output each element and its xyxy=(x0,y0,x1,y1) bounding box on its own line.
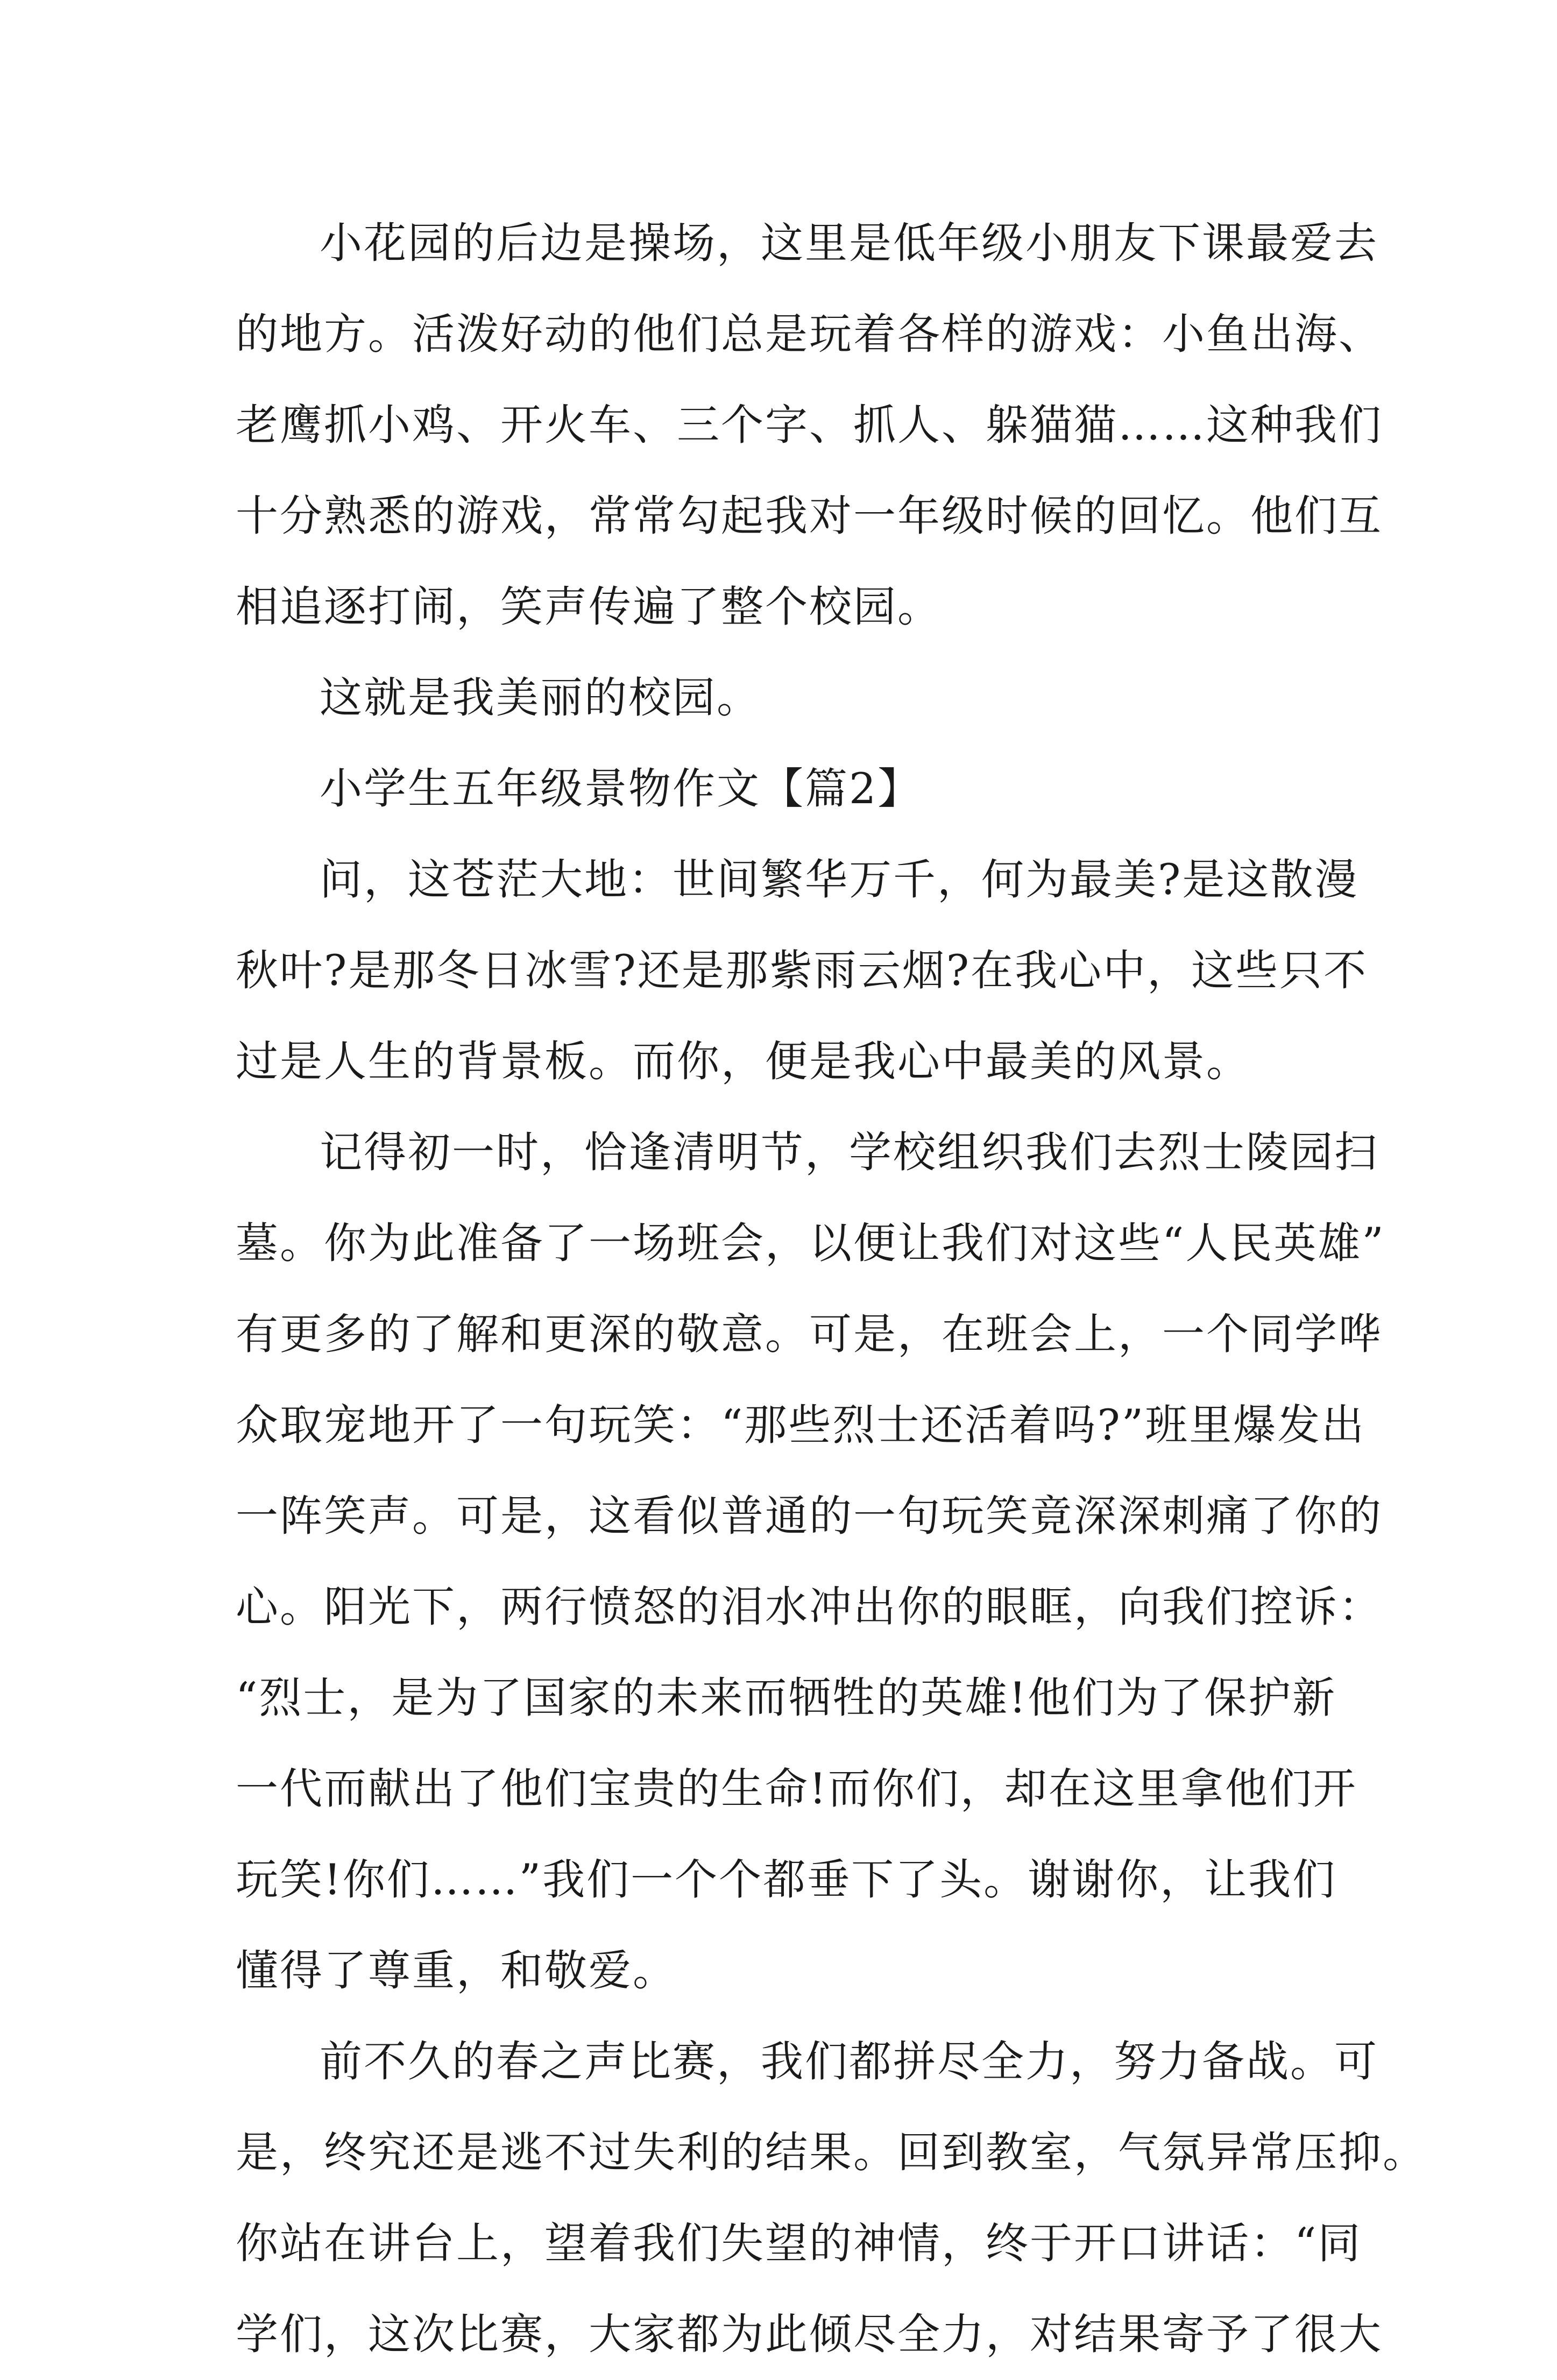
text-line: 的地方。活泼好动的他们总是玩着各样的游戏：小鱼出海、 xyxy=(236,309,1383,359)
document-body xyxy=(236,198,1427,2380)
text-line: 前不久的春之声比赛，我们都拼尽全力，努力备战。可 xyxy=(320,2037,1378,2086)
text-line: 墓。你为此准备了一场班会，以便让我们对这些“人民英雄” xyxy=(236,1219,1385,1268)
text-line: 玩笑!你们……”我们一个个都垂下了头。谢谢你，让我们 xyxy=(236,1855,1337,1904)
text-line: 问，这苍茫大地：世间繁华万千，何为最美?是这散漫 xyxy=(320,855,1359,904)
text-line: 是，终究还是逃不过失利的结果。回到教室，气氛异常压抑。 xyxy=(236,2128,1427,2177)
text-line: 秋叶?是那冬日冰雪?还是那紫雨云烟?在我心中，这些只不 xyxy=(236,946,1368,995)
text-line: 学们，这次比赛，大家都为此倾尽全力，对结果寄予了很大 xyxy=(236,2310,1383,2359)
text-line: 十分熟悉的游戏，常常勾起我对一年级时候的回忆。他们互 xyxy=(236,491,1383,541)
text-line: 这就是我美丽的校园。 xyxy=(320,673,761,722)
text-line: 一代而献出了他们宝贵的生命!而你们，却在这里拿他们开 xyxy=(236,1764,1357,1814)
text-line: 小花园的后边是操场，这里是低年级小朋友下课最爱去 xyxy=(320,218,1378,268)
text-line: 过是人生的背景板。而你，便是我心中最美的风景。 xyxy=(236,1037,1250,1086)
text-line: 心。阳光下，两行愤怒的泪水冲出你的眼眶，向我们控诉： xyxy=(236,1582,1383,1632)
text-line: 有更多的了解和更深的敬意。可是，在班会上，一个同学哗 xyxy=(236,1309,1383,1359)
text-line: 你站在讲台上，望着我们失望的神情，终于开口讲话：“同 xyxy=(236,2219,1362,2268)
text-line: 记得初一时，恰逢清明节，学校组织我们去烈士陵园扫 xyxy=(320,1128,1378,1177)
text-line: “烈士，是为了国家的未来而牺牲的英雄!他们为了保护新 xyxy=(236,1673,1337,1723)
text-line: 懂得了尊重，和敬爱。 xyxy=(236,1946,677,1995)
text-line: 众取宠地开了一句玩笑：“那些烈士还活着吗?”班里爆发出 xyxy=(236,1400,1366,1450)
section-heading: 小学生五年级景物作文【篇2】 xyxy=(320,764,922,813)
text-line: 老鹰抓小鸡、开火车、三个字、抓人、躲猫猫……这种我们 xyxy=(236,400,1383,450)
text-line: 相追逐打闹，笑声传遍了整个校园。 xyxy=(236,582,942,632)
text-line: 一阵笑声。可是，这看似普通的一句玩笑竟深深刺痛了你的 xyxy=(236,1491,1383,1541)
